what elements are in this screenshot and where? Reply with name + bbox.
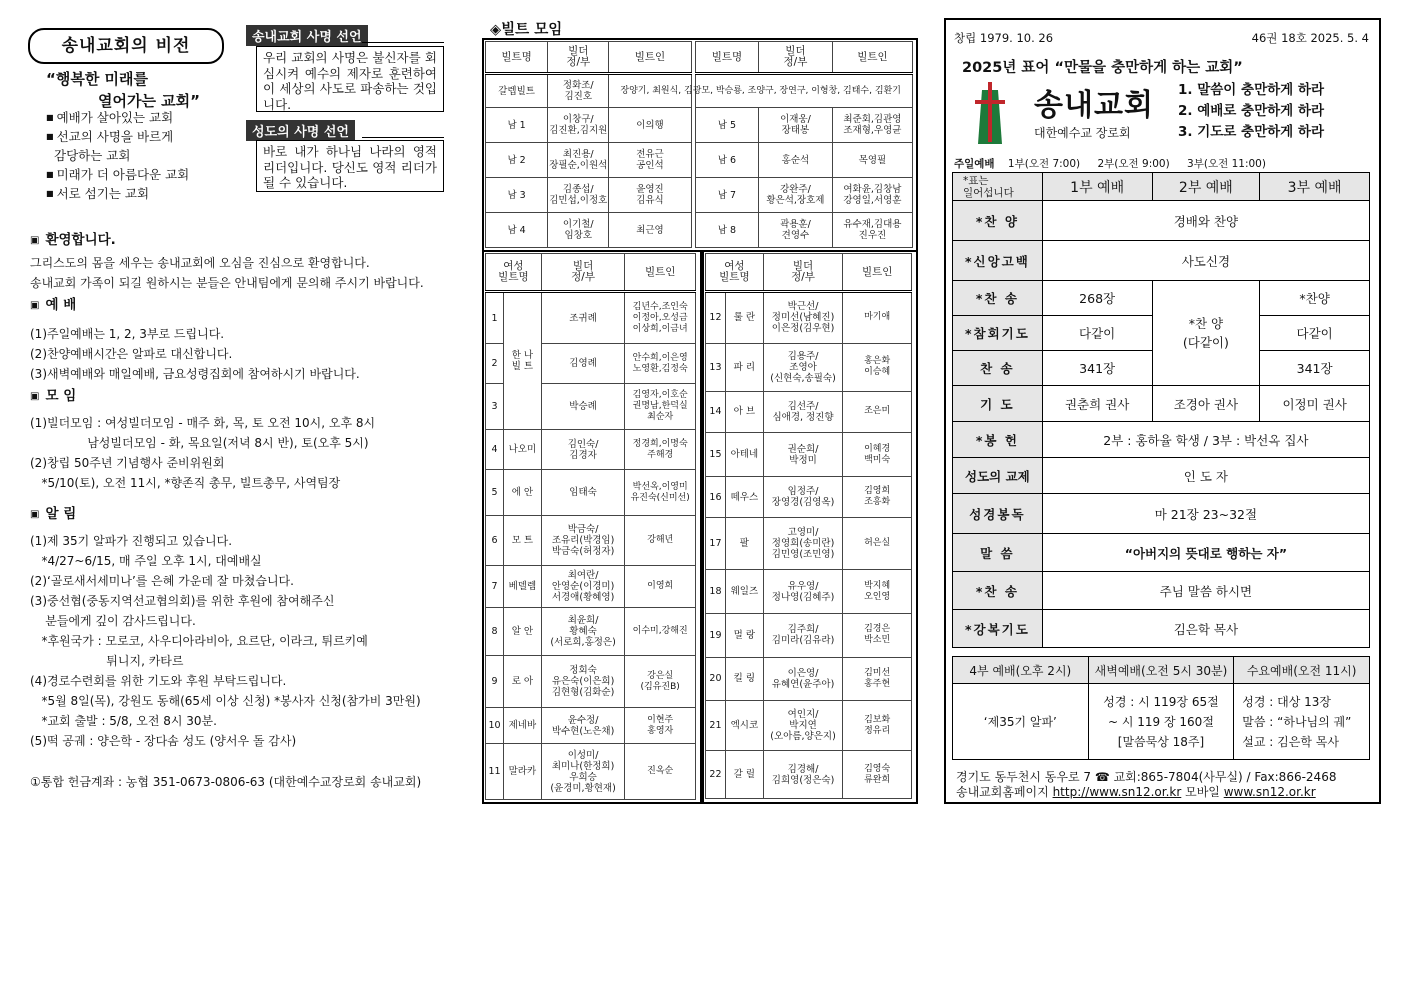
table-cell: 임태숙 — [541, 470, 625, 516]
women-built-row — [706, 292, 912, 344]
vision-item: ■ 서로 섬기는 교회 — [46, 184, 189, 203]
women-built-row — [706, 476, 912, 518]
table-cell: 안수희,이은영 노영환,김정숙 — [625, 344, 696, 384]
vision-item: ■ 미래가 더 아름다운 교회 — [46, 165, 189, 184]
built-title: ◈빌트 모임 — [490, 22, 563, 38]
table-cell: 에 안 — [503, 470, 541, 516]
order-value: 2부 : 홍하율 학생 / 3부 : 박선옥 집사 — [1042, 422, 1369, 458]
motto-item: 1. 말씀이 충만하게 하라 — [1178, 82, 1324, 98]
order-value: 268장 — [1042, 281, 1152, 316]
mobile-link[interactable]: www.sn12.or.kr — [1223, 785, 1316, 799]
table-cell: 전유근 공인석 — [609, 143, 691, 178]
table-corner-note: *표는 일어섭니다 — [953, 173, 1043, 201]
meeting-line: (1)빌더모임 : 여성빌더모임 - 매주 화, 목, 토 오전 10시, 오후 8시 — [30, 416, 376, 430]
order-label: 말 씀 — [953, 534, 1043, 572]
table-cell: 이은영/ 유혜연(윤주아) — [763, 657, 843, 701]
worship-line: (1)주일예배는 1, 2, 3부로 드립니다. — [30, 327, 225, 341]
women-built-row — [706, 518, 912, 570]
welcome-line: 그리스도의 몸을 세우는 송내교회에 오심을 진심으로 환영합니다. — [30, 256, 370, 270]
women-built-row — [706, 570, 912, 614]
worship-line: (3)새벽예배와 매일예배, 금요성령집회에 참여하시기 바랍니다. — [30, 367, 360, 381]
order-value: 인 도 자 — [1042, 458, 1369, 494]
denomination: 대한예수교 장로회 — [1034, 126, 1131, 140]
vision-slogan-line2: 열어가는 교회” — [98, 92, 201, 110]
order-value-merged: *찬 양 (다같이) — [1152, 281, 1260, 386]
table-cell: 멀 랑 — [725, 614, 763, 658]
table-cell: 남 1 — [486, 108, 548, 143]
meeting-line: 남성빌더모임 - 화, 목요일(저녁 8시 반), 토(오후 5시) — [30, 436, 369, 450]
table-header: 빌트인 — [843, 254, 912, 292]
table-cell: 최윤희/ 황혜숙 (서로희,홍정은) — [541, 608, 625, 656]
table-cell: 이수미,강해진 — [625, 608, 696, 656]
notice-line: *교회 출발 : 5/8, 오전 8시 30분. — [30, 714, 217, 728]
wednesday-service-info — [1234, 684, 1370, 760]
women-built-row — [486, 430, 696, 470]
table-cell: 김영희 조흥화 — [843, 476, 912, 518]
women-built-row — [486, 566, 696, 608]
table-cell: 박지혜 오인영 — [843, 570, 912, 614]
women-built-row — [706, 751, 912, 799]
left-column — [0, 0, 470, 820]
vision-item: ■ 예배가 살아있는 교회 — [46, 108, 189, 127]
women-built-row — [706, 701, 912, 751]
table-cell: 킬 링 — [725, 657, 763, 701]
other-service-header: 수요예배(오전 11시) — [1234, 657, 1370, 684]
table-cell: 이영희 — [625, 566, 696, 608]
table-cell: 20 — [706, 657, 726, 701]
table-header: 빌트인 — [609, 42, 691, 74]
dawn-line: 성경 : 시 119장 65절 — [1103, 694, 1219, 709]
worship-section — [30, 295, 360, 384]
notice-line: (2)‘골로새서세미나’를 은혜 가운데 잘 마쳤습니다. — [30, 574, 294, 588]
table-cell: 여인지/ 박지연 (오아름,양은지) — [763, 701, 843, 751]
table-cell: 12 — [706, 292, 726, 344]
table-cell: 한 나 빌 트 — [503, 292, 541, 430]
table-cell: 나오미 — [503, 430, 541, 470]
order-value: 사도신경 — [1042, 241, 1369, 281]
notice-line: *5월 8일(목), 강원도 동해(65세 이상 신청) *봉사자 신청(참가비 3만원) — [30, 694, 421, 708]
table-cell: 강완주/ 황은석,장호제 — [759, 178, 833, 213]
table-cell: 8 — [486, 608, 504, 656]
table-header: 빌트명 — [486, 42, 548, 74]
wed-line: 설교 : 김은학 목사 — [1242, 734, 1339, 749]
order-value: 마 21장 23~32절 — [1042, 494, 1369, 534]
service-time: 2부(오전 9:00) — [1097, 158, 1170, 170]
saint-mission-title-rule — [362, 137, 444, 138]
table-cell: 남 8 — [695, 213, 758, 248]
table-cell: 곽용훈/ 견영수 — [759, 213, 833, 248]
table-cell: 6 — [486, 516, 504, 566]
notice-line: *후원국가 : 모로코, 사우디아라비아, 요르단, 이라크, 튀르키예 — [30, 634, 368, 648]
table-cell: 홍순석 — [759, 143, 833, 178]
women-built-row — [486, 292, 696, 344]
saint-mission-title: 성도의 사명 선언 — [246, 120, 355, 141]
table-cell: 김년수,조인숙 이정아,오성금 이상희,이금녀 — [625, 292, 696, 344]
table-cell: 남 3 — [486, 178, 548, 213]
table-cell: 유우영/ 정나영(김혜주) — [763, 570, 843, 614]
table-cell: 허은실 — [843, 518, 912, 570]
website-line — [956, 785, 1336, 800]
table-cell: 김주희/ 김미라(김유라) — [763, 614, 843, 658]
order-label: *강복기도 — [953, 610, 1043, 648]
women-built-row — [706, 614, 912, 658]
worship-line: (2)찬양예배시간은 알파로 대신합니다. — [30, 347, 233, 361]
square-bullet-icon: ▣ — [30, 509, 40, 520]
order-value: 341장 — [1260, 351, 1370, 386]
service-times — [954, 156, 1280, 171]
founded-date: 창립 1979. 10. 26 — [954, 31, 1054, 45]
table-cell: 정경희,이명숙 주해경 — [625, 430, 696, 470]
table-cell: 마기애 — [843, 292, 912, 344]
table-cell: 강해년 — [625, 516, 696, 566]
table-cell: 19 — [706, 614, 726, 658]
women-built-row — [706, 391, 912, 433]
table-cell: 룰 란 — [725, 292, 763, 344]
table-cell: 1 — [486, 292, 504, 344]
table-cell: 조은미 — [843, 391, 912, 433]
order-value: 다같이 — [1042, 316, 1152, 351]
women-built-row — [486, 470, 696, 516]
women-built-row — [706, 433, 912, 477]
table-cell: 권순희/ 박정미 — [763, 433, 843, 477]
table-cell: 4 — [486, 430, 504, 470]
table-cell: 이창구/ 김진환,김지원 — [548, 108, 609, 143]
worship-order-table — [952, 172, 1370, 648]
table-cell: 최여란/ 안영순(이경미) 서경애(황혜영) — [541, 566, 625, 608]
order-label: *찬 송 — [953, 572, 1043, 610]
order-label: 성도의 교제 — [953, 458, 1043, 494]
order-label: *봉 헌 — [953, 422, 1043, 458]
table-cell: 이의행 — [609, 108, 691, 143]
bulletin-panel — [944, 18, 1381, 804]
table-header: 빌더 정/부 — [548, 42, 609, 74]
order-label: 찬 송 — [953, 351, 1043, 386]
table-cell: 김인숙/ 김경자 — [541, 430, 625, 470]
table-cell: 말라카 — [503, 744, 541, 800]
table-cell: 여화윤,김창남 강영일,서영훈 — [832, 178, 912, 213]
table-header: 빌트인 — [832, 42, 912, 74]
women-right-table — [705, 253, 912, 799]
square-bullet-icon: ▣ — [30, 391, 40, 402]
table-cell: 강은실 (김유진B) — [625, 656, 696, 708]
table-cell: 최근영 — [609, 213, 691, 248]
table-cell: 2 — [486, 344, 504, 384]
table-cell: 김선주/ 심애경, 정진향 — [763, 391, 843, 433]
other-service-header: 4부 예배(오후 2시) — [953, 657, 1089, 684]
table-cell: 김경해/ 김희영(정은숙) — [763, 751, 843, 799]
men-built-table — [485, 41, 913, 248]
mission-title: 송내교회 사명 선언 — [246, 25, 368, 46]
notice-line: (3)중선협(중동지역선교협의회)를 위한 후원에 참여해주신 — [30, 594, 335, 608]
women-built-row — [486, 608, 696, 656]
welcome-title: 환영합니다. — [45, 232, 116, 248]
women-built-row — [486, 744, 696, 800]
table-cell: 팔 — [725, 518, 763, 570]
table-cell: 정회숙 유은숙(이은희) 김현형(김화순) — [541, 656, 625, 708]
offering-account: ①통합 헌금계좌 : 농협 351-0673-0806-63 (대한예수교장로회 송내교회) — [30, 775, 422, 789]
table-header: 여성 빌트명 — [486, 254, 542, 292]
women-left-body — [486, 292, 696, 800]
church-footer — [956, 770, 1336, 800]
table-cell: 11 — [486, 744, 504, 800]
service-time: 3부(오전 11:00) — [1187, 158, 1266, 170]
notice-section — [30, 504, 421, 751]
table-cell: 남 2 — [486, 143, 548, 178]
vision-item: 감당하는 교회 — [54, 148, 131, 163]
table-cell: 이성미/ 최미나(한정희) 우희승 (윤경미,황현재) — [541, 744, 625, 800]
church-cross-logo-icon — [972, 82, 1008, 146]
notice-line: (1)제 35기 알파가 진행되고 있습니다. — [30, 534, 233, 548]
wed-line: 말씀 : “하나님의 궤” — [1242, 714, 1352, 729]
table-cell: 조귀례 — [541, 292, 625, 344]
table-cell: 5 — [486, 470, 504, 516]
women-built-row — [486, 708, 696, 744]
table-header: 빌더 정/부 — [763, 254, 843, 292]
table-cell: 고영미/ 정영희(송미란) 김민영(조민영) — [763, 518, 843, 570]
order-value: 이정미 권사 — [1260, 386, 1370, 422]
table-cell: 남 5 — [695, 108, 758, 143]
vision-slogan-line1: “행복한 미래를 — [46, 70, 149, 88]
table-cell: 유수재,김대용 진우진 — [832, 213, 912, 248]
table-cell: 13 — [706, 343, 726, 391]
notice-line: (5)떡 공궤 : 양은학 - 장다솜 성도 (양서우 돌 감사) — [30, 734, 297, 748]
table-cell: 갈렙빌트 — [486, 74, 548, 108]
order-label: *참회기도 — [953, 316, 1043, 351]
motto-item: 2. 예배로 충만하게 하라 — [1178, 103, 1324, 119]
table-cell: 17 — [706, 518, 726, 570]
service-time: 1부(오전 7:00) — [1007, 158, 1081, 170]
year-theme: 2025년 표어 “만물을 충만하게 하는 교회” — [962, 60, 1243, 76]
table-cell: 모 트 — [503, 516, 541, 566]
table-cell: 3 — [486, 384, 504, 430]
table-cell: 정화조/ 김진호 — [548, 74, 609, 108]
vision-title: 송내교회의 비전 — [28, 28, 224, 64]
vision-slogan — [46, 68, 200, 112]
table-cell: 윤영진 김유식 — [609, 178, 691, 213]
homepage-link[interactable]: http://www.sn12.or.kr — [1052, 785, 1182, 799]
issue-number: 46권 18호 2025. 5. 4 — [1251, 31, 1369, 45]
table-cell: 김용주/ 조영아 (신현숙,송필숙) — [763, 343, 843, 391]
wed-line: 성경 : 대상 13장 — [1242, 694, 1332, 709]
dawn-line: ~ 시 119 장 160절 — [1108, 714, 1214, 729]
service-header: 1부 예배 — [1042, 173, 1152, 201]
square-bullet-icon: ▣ — [30, 300, 40, 311]
table-cell: 김종섭/ 김민섭,이정호 — [548, 178, 609, 213]
order-label: *찬 송 — [953, 281, 1043, 316]
table-cell: 웨일즈 — [725, 570, 763, 614]
table-cell: 아 브 — [725, 391, 763, 433]
table-cell: 박선옥,이영미 유진숙(신미선) — [625, 470, 696, 516]
meeting-title: 모 임 — [45, 388, 77, 404]
meeting-line: (2)창립 50주년 기념행사 준비위원회 — [30, 456, 225, 470]
meeting-section — [30, 386, 375, 493]
table-cell: 엑시코 — [725, 701, 763, 751]
table-cell: 김미선 홍주현 — [843, 657, 912, 701]
table-header: 빌트명 — [695, 42, 758, 74]
table-cell: 김영숙 류완희 — [843, 751, 912, 799]
other-service-header: 새벽예배(오전 5시 30분) — [1088, 657, 1234, 684]
order-label: *신앙고백 — [953, 241, 1043, 281]
order-value: 주님 말씀 하시면 — [1042, 572, 1369, 610]
table-cell: 남 7 — [695, 178, 758, 213]
women-built-row — [706, 343, 912, 391]
table-cell: 임정주/ 장영경(김영옥) — [763, 476, 843, 518]
order-value: *찬양 — [1260, 281, 1370, 316]
table-cell: 최준회,김관영 조재형,우영균 — [832, 108, 912, 143]
table-cell: 윤수정/ 박수현(노은채) — [541, 708, 625, 744]
table-cell: 22 — [706, 751, 726, 799]
table-cell: 이기철/ 임창호 — [548, 213, 609, 248]
table-cell: 이재웅/ 장태봉 — [759, 108, 833, 143]
mobile-label: 모바일 — [1181, 785, 1224, 799]
table-cell: 7 — [486, 566, 504, 608]
table-cell: 최진용/ 장필순,이원석 — [548, 143, 609, 178]
table-cell: 김보화 정유리 — [843, 701, 912, 751]
motto-list — [1178, 80, 1324, 143]
order-label: 성경봉독 — [953, 494, 1043, 534]
sermon-title: “아버지의 뜻대로 행하는 자” — [1042, 534, 1369, 572]
table-cell: 14 — [706, 391, 726, 433]
table-cell: 21 — [706, 701, 726, 751]
vision-item: ■ 선교의 사명을 바르게 — [46, 127, 189, 146]
service-header: 3부 예배 — [1260, 173, 1370, 201]
table-header: 빌트인 — [625, 254, 696, 292]
dawn-service-info — [1088, 684, 1234, 760]
table-cell: 9 — [486, 656, 504, 708]
table-cell: 아테네 — [725, 433, 763, 477]
order-value: 김은학 목사 — [1042, 610, 1369, 648]
women-right-body — [706, 292, 912, 799]
table-cell: 알 안 — [503, 608, 541, 656]
table-cell: 김영례 — [541, 344, 625, 384]
order-value: 경배와 찬양 — [1042, 201, 1369, 241]
table-cell: 장양기, 최원식, 김광모, 박승룡, 조양구, 장연구, 이형창, 김태수, 김환기 — [609, 74, 913, 108]
welcome-section — [30, 230, 424, 293]
order-value: 341장 — [1042, 351, 1152, 386]
table-cell: 목영필 — [832, 143, 912, 178]
notice-line: 튀니지, 카타르 — [30, 654, 184, 668]
address-line: 경기도 동두천시 동우로 7 ☎ 교회:865-7804(사무실) / Fax:866-2468 — [956, 770, 1337, 784]
table-cell: 15 — [706, 433, 726, 477]
table-cell: 베델렘 — [503, 566, 541, 608]
table-header: 빌더 정/부 — [759, 42, 833, 74]
table-cell: 18 — [706, 570, 726, 614]
order-value: 권춘희 권사 — [1042, 386, 1152, 422]
notice-line: *4/27~6/15, 매 주일 오후 1시, 대예배실 — [30, 554, 262, 568]
table-cell: 로 아 — [503, 656, 541, 708]
table-cell: 홍은화 이승혜 — [843, 343, 912, 391]
dawn-line: [말씀묵상 18주] — [1117, 734, 1205, 749]
website-label: 송내교회홈페이지 — [956, 785, 1053, 799]
order-value: 조경아 권사 — [1152, 386, 1260, 422]
women-built-row — [706, 657, 912, 701]
welcome-line: 송내교회 가족이 되길 원하시는 분들은 안내팀에게 문의해 주시기 바랍니다. — [30, 276, 424, 290]
table-cell: 갈 릴 — [725, 751, 763, 799]
notice-line: (4)경로수련회를 위한 기도와 후원 부탁드립니다. — [30, 674, 287, 688]
table-cell: 김경은 박소민 — [843, 614, 912, 658]
meeting-line: *5/10(토), 오전 11시, *향존직 총무, 빌트총무, 사역팀장 — [30, 476, 341, 490]
women-left-table — [485, 253, 696, 800]
notice-line: 분들에게 깊이 감사드립니다. — [30, 614, 196, 628]
table-cell: 남 4 — [486, 213, 548, 248]
table-cell: 제네바 — [503, 708, 541, 744]
other-services-table — [952, 656, 1370, 760]
table-cell: 남 6 — [695, 143, 758, 178]
table-cell: 박승례 — [541, 384, 625, 430]
fourth-service-info: ‘제35기 알파’ — [953, 684, 1089, 760]
table-cell: 이현주 홍영자 — [625, 708, 696, 744]
saint-mission-text: 바로 내가 하나님 나라의 영적 리더입니다. 당신도 영적 리더가 될 수 있습니다. — [256, 140, 444, 192]
table-cell: 떼우스 — [725, 476, 763, 518]
table-cell: 10 — [486, 708, 504, 744]
table-cell: 16 — [706, 476, 726, 518]
mission-title-rule — [362, 42, 444, 43]
notice-title: 알 림 — [45, 506, 77, 522]
service-header: 2부 예배 — [1152, 173, 1260, 201]
table-header: 빌더 정/부 — [541, 254, 625, 292]
table-cell: 김영자,이호순 권명남,한덕실 최순자 — [625, 384, 696, 430]
table-cell: 파 리 — [725, 343, 763, 391]
order-label: 기 도 — [953, 386, 1043, 422]
table-cell: 이혜경 백미숙 — [843, 433, 912, 477]
table-cell: 박근선/ 정미선(남혜진) 이은정(김우현) — [763, 292, 843, 344]
service-times-label: 주일예배 — [954, 158, 995, 170]
women-built-row — [486, 656, 696, 708]
table-cell: 박금숙/ 조유리(박경임) 박금숙(허정자) — [541, 516, 625, 566]
church-name: 송내교회 — [1034, 88, 1154, 123]
order-value: 다같이 — [1260, 316, 1370, 351]
table-header: 여성 빌트명 — [706, 254, 764, 292]
mission-text: 우리 교회의 사명은 불신자를 회심시켜 예수의 제자로 훈련하여 이 세상의 사도로 파송하는 것입니다. — [256, 46, 444, 112]
order-label: *찬 양 — [953, 201, 1043, 241]
table-cell: 진옥순 — [625, 744, 696, 800]
motto-item: 3. 기도로 충만하게 하라 — [1178, 124, 1324, 140]
worship-title: 예 배 — [45, 297, 77, 313]
square-bullet-icon: ▣ — [30, 235, 40, 246]
vision-list — [46, 108, 189, 203]
women-built-row — [486, 516, 696, 566]
